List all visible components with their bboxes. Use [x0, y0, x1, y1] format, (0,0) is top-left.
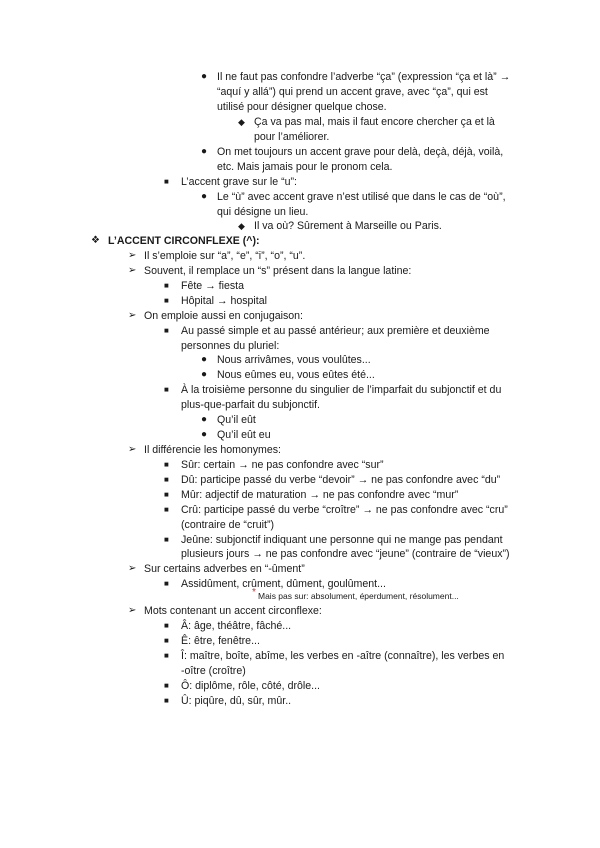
line-text: Crû: participe passé du verbe “croître” → ne pas confondre avec “cru”	[181, 504, 508, 516]
bullet-arrow: ➢	[128, 265, 137, 276]
line-text: Il va où? Sûrement à Marseille ou Paris.	[254, 220, 442, 232]
bullet-square: ■	[164, 177, 169, 186]
bullet-square: ■	[164, 696, 169, 705]
line-text: Qu’il eût	[217, 414, 256, 426]
bullet-diamond: ◆	[238, 221, 245, 231]
line-text: On met toujours un accent grave pour delà, deçà, déjà, voilà,	[217, 146, 504, 158]
bullet-square: ■	[164, 296, 169, 305]
line-text: personnes du pluriel:	[181, 340, 280, 352]
line-text: Jeûne: subjonctif indiquant une personne qui ne mange pas pendant	[181, 534, 503, 546]
footnote-text: Mais pas sur: absolument, éperdument, résolument...	[258, 591, 459, 601]
line-text: Nous eûmes eu, vous eûtes été...	[217, 369, 375, 381]
line-text: L’accent grave sur le “u”:	[181, 176, 297, 188]
bullet-arrow: ➢	[128, 605, 137, 616]
line-text: pour l’améliorer.	[254, 131, 330, 143]
line-text: Nous arrivâmes, vous voulûtes...	[217, 354, 371, 366]
line-text: -oître (croître)	[181, 665, 246, 677]
line-text: Mots contenant un accent circonflexe:	[144, 605, 322, 617]
bullet-square: ■	[164, 681, 169, 690]
line-text: Au passé simple et au passé antérieur; aux première et deuxième	[181, 325, 490, 337]
bullet-dot: ●	[201, 354, 208, 365]
bullet-square: ■	[164, 460, 169, 469]
line-text: Il s’emploie sur “a”, “e”, “i”, “o”, “u”.	[144, 250, 306, 262]
bullet-square: ■	[164, 385, 169, 394]
bullet-dot: ●	[201, 71, 208, 82]
line-text: Û: piqûre, dû, sûr, mûr..	[181, 695, 292, 707]
heading-text: L’ACCENT CIRCONFLEXE (^):	[108, 235, 260, 247]
bullet-square: ■	[164, 281, 169, 290]
line-text: Mûr: adjectif de maturation → ne pas confondre avec “mur”	[181, 489, 459, 501]
line-text: Î: maître, boîte, abîme, les verbes en -aître (connaître), les verbes en	[181, 650, 505, 662]
bullet-square: ■	[164, 490, 169, 499]
bullet-dot: ●	[201, 146, 208, 157]
line-text: plusieurs jours → ne pas confondre avec “jeune” (contraire de “vieux”)	[181, 548, 510, 560]
line-text: Hôpital → hospital	[181, 295, 267, 307]
line-text: etc. Mais jamais pour le pronom cela.	[217, 161, 393, 173]
line-text: À la troisième personne du singulier de l’imparfait du subjonctif et du	[181, 384, 502, 396]
line-text: Ça va pas mal, mais il faut encore chercher ça et là	[254, 116, 495, 128]
bullet-dot: ●	[201, 414, 208, 425]
bullet-square: ■	[164, 636, 169, 645]
bullet-arrow: ➢	[128, 250, 137, 261]
line-text: (contraire de “cruit”)	[181, 519, 275, 531]
line-text: Sur certains adverbes en “-ûment”	[144, 563, 305, 575]
line-text: Souvent, il remplace un “s” présent dans la langue latine:	[144, 265, 412, 277]
line-text: Â: âge, théâtre, fâché...	[181, 620, 292, 632]
line-text: plus-que-parfait du subjonctif.	[181, 399, 320, 411]
bullet-square: ■	[164, 579, 169, 588]
line-text: utilisé pour désigner quelque chose.	[217, 101, 387, 113]
line-text: Ô: diplôme, rôle, côté, drôle...	[181, 680, 320, 692]
line-text: Sûr: certain → ne pas confondre avec “sur”	[181, 459, 384, 471]
line-text: Fête → fiesta	[181, 280, 244, 292]
line-text: Assidûment, crûment, dûment, goulûment...	[181, 578, 386, 590]
line-text: Il ne faut pas confondre l’adverbe “ça” (expression “ça et là” →	[217, 71, 511, 83]
bullet-square: ■	[164, 535, 169, 544]
bullet-dot: ●	[201, 191, 208, 202]
line-text: Il différencie les homonymes:	[144, 444, 281, 456]
bullet-dot: ●	[201, 429, 208, 440]
line-text: qui désigne un lieu.	[217, 206, 309, 218]
line-text: “aquí y allá”) qui prend un accent grave, avec “ça”, qui est	[217, 86, 488, 98]
asterisk-icon: *	[252, 587, 256, 598]
bullet-diamond: ◆	[238, 117, 245, 127]
bullet-ornament: ❖	[91, 235, 100, 246]
bullet-dot: ●	[201, 369, 208, 380]
line-text: Ê: être, fenêtre...	[181, 635, 260, 647]
bullet-square: ■	[164, 505, 169, 514]
line-text: Dû: participe passé du verbe “devoir” → ne pas confondre avec “du”	[181, 474, 501, 486]
bullet-arrow: ➢	[128, 563, 137, 574]
line-text: Le “ù” avec accent grave n’est utilisé que dans le cas de “où”,	[217, 191, 506, 203]
line-text: Qu’il eût eu	[217, 429, 271, 441]
bullet-square: ■	[164, 651, 169, 660]
bullet-arrow: ➢	[128, 310, 137, 321]
bullet-square: ■	[164, 475, 169, 484]
bullet-arrow: ➢	[128, 444, 137, 455]
bullet-square: ■	[164, 621, 169, 630]
bullet-square: ■	[164, 326, 169, 335]
line-text: On emploie aussi en conjugaison:	[144, 310, 304, 322]
